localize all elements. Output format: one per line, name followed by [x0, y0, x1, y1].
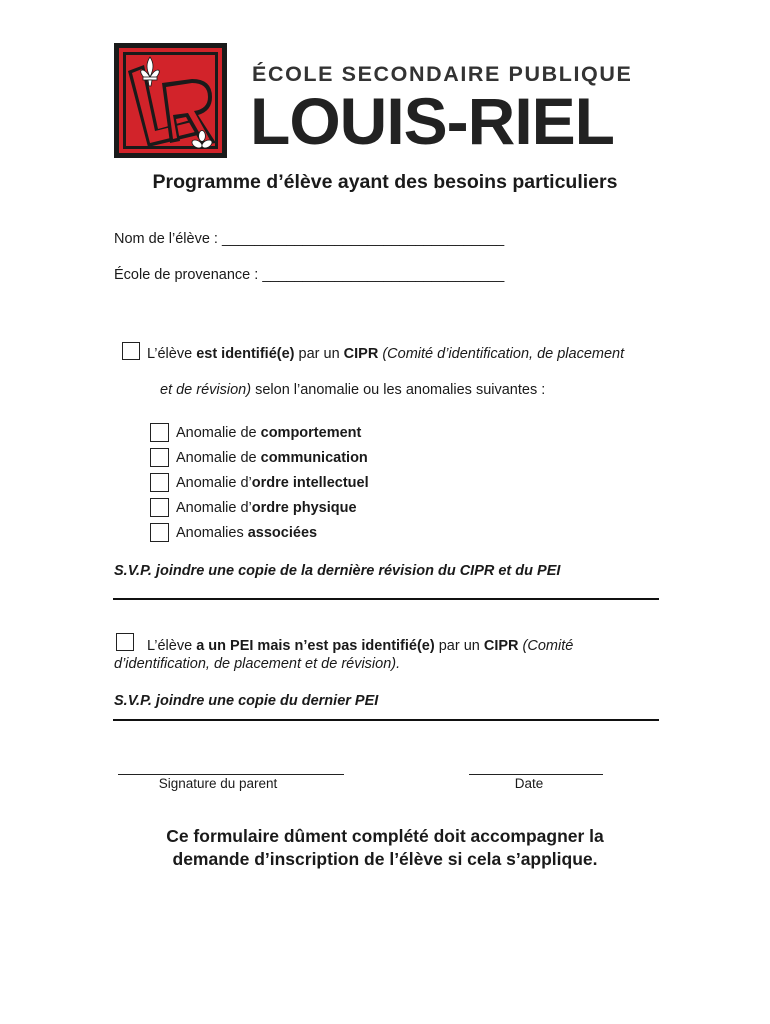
- section2-line1-bold: a un PEI mais n’est pas identifié(e): [196, 638, 435, 654]
- section2-line1-cipr: CIPR: [483, 638, 519, 654]
- anomaly-label-associees: [176, 525, 317, 541]
- anomaly-pre: Anomalie de: [176, 425, 261, 441]
- date-label: Date: [514, 776, 544, 791]
- school-subtitle: ÉCOLE SECONDAIRE PUBLIQUE: [252, 62, 633, 86]
- section-divider-1: [113, 598, 659, 600]
- anomaly-bold: comportement: [260, 425, 362, 441]
- pei-not-identified-checkbox[interactable]: [116, 633, 134, 651]
- anomaly-checkbox-comportement[interactable]: [150, 423, 169, 442]
- anomaly-label-intellectuel: [176, 475, 369, 491]
- section2-line1-pre: L’élève: [147, 638, 197, 654]
- anomaly-bold: ordre physique: [251, 500, 357, 516]
- school-logo: [114, 43, 227, 158]
- school-name: LOUIS-RIEL: [250, 84, 614, 158]
- anomaly-checkbox-intellectuel[interactable]: [150, 473, 169, 492]
- anomaly-pre: Anomalies: [176, 525, 248, 541]
- anomaly-checkbox-communication[interactable]: [150, 448, 169, 467]
- section2-line1: [147, 638, 573, 654]
- section2-note: S.V.P. joindre une copie du dernier PEI: [114, 693, 379, 709]
- anomaly-pre: Anomalie d’: [176, 475, 252, 491]
- anomaly-label-comportement: [176, 425, 361, 441]
- origin-school-blank[interactable]: ______________________________: [262, 267, 505, 283]
- anomaly-label-communication: [176, 450, 368, 466]
- section1-line1-mid: par un: [294, 346, 344, 362]
- section1-line1-bold: est identifié(e): [196, 346, 295, 362]
- student-name-label: Nom de l’élève :: [114, 231, 218, 247]
- section-divider-2: [113, 719, 659, 721]
- section1-line2-italic: et de révision): [160, 382, 252, 398]
- section1-line2: [160, 382, 545, 398]
- section2-line2: d’identification, de placement et de révision).: [114, 656, 401, 672]
- section1-line1-cipr: CIPR: [343, 346, 379, 362]
- anomaly-bold: ordre intellectuel: [251, 475, 369, 491]
- anomaly-checkbox-physique[interactable]: [150, 498, 169, 517]
- section2-line1-italic: (Comité: [518, 638, 574, 654]
- origin-school-field[interactable]: [114, 267, 504, 283]
- anomaly-label-physique: [176, 500, 357, 516]
- closing-line-1: Ce formulaire dûment complété doit accompagner la: [166, 826, 604, 846]
- origin-school-label: École de provenance :: [114, 267, 259, 283]
- date-signature-line[interactable]: [469, 774, 603, 775]
- anomaly-pre: Anomalie d’: [176, 500, 252, 516]
- louis-riel-logo-icon: [114, 43, 227, 158]
- identified-cipr-checkbox[interactable]: [122, 342, 140, 360]
- section2-line1-mid: par un: [434, 638, 484, 654]
- parent-signature-line[interactable]: [118, 774, 344, 775]
- section1-line1-italic: (Comité d’identification, de placement: [378, 346, 625, 362]
- section1-line1-pre: L’élève: [147, 346, 197, 362]
- anomaly-pre: Anomalie de: [176, 450, 261, 466]
- closing-line-2: demande d’inscription de l’élève si cela s’applique.: [172, 849, 598, 869]
- section1-note: S.V.P. joindre une copie de la dernière révision du CIPR et du PEI: [114, 563, 561, 579]
- parent-signature-label: Signature du parent: [158, 776, 278, 791]
- form-title: Programme d’élève ayant des besoins particuliers: [152, 171, 618, 193]
- student-name-field[interactable]: [114, 231, 504, 247]
- section1-line2-rest: selon l’anomalie ou les anomalies suivantes :: [251, 382, 546, 398]
- closing-note: [0, 825, 770, 871]
- anomaly-bold: communication: [260, 450, 368, 466]
- anomaly-checkbox-associees[interactable]: [150, 523, 169, 542]
- student-name-blank[interactable]: ___________________________________: [222, 231, 505, 247]
- section1-line1: [147, 346, 624, 362]
- anomaly-bold: associées: [247, 525, 318, 541]
